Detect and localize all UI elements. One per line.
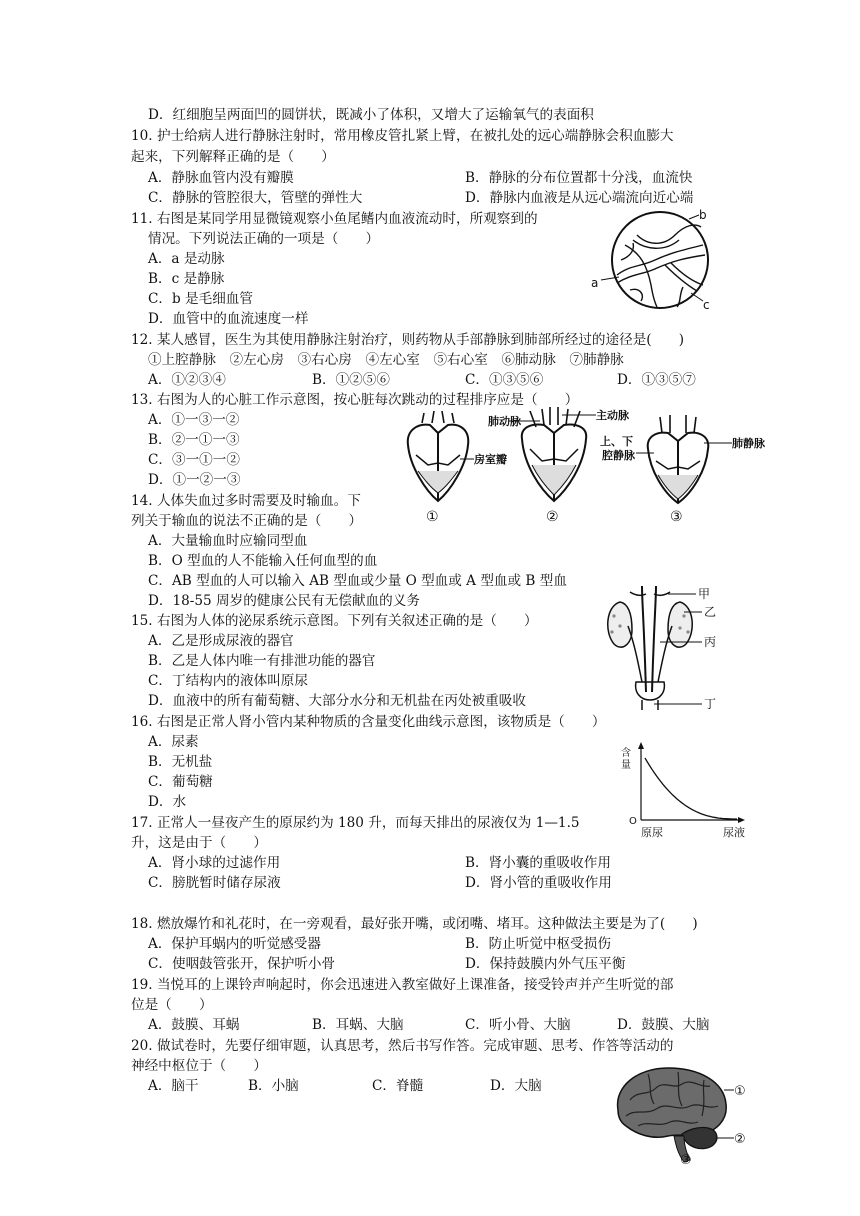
q13-option-b: B．②一①一③: [148, 432, 240, 448]
q11-stem-line2: 情况。下列说法正确的一项是（ ）: [148, 231, 380, 247]
q17-option-b: B．肾小囊的重吸收作用: [465, 855, 611, 871]
q17-stem-line1: 17. 正常人一昼夜产生的原尿约为 180 升，而每天排出的尿液仅为 1—1.5: [131, 815, 580, 831]
heart-number-1: ①: [426, 509, 439, 525]
substance-content-curve-chart: [615, 740, 755, 840]
chart-x-start-label: 原尿: [641, 826, 663, 839]
q10-stem-line2: 起来，下列解释正确的是（ ）: [131, 149, 335, 165]
q14-option-a: A．大量输血时应输同型血: [148, 533, 308, 549]
q12-stem: 12. 某人感冒，医生为其使用静脉注射治疗，则药物从手部静脉到肺部所经过的途径是( ): [131, 332, 685, 348]
brain-figure: [608, 1060, 758, 1170]
q19-option-c: C．听小骨、大脑: [465, 1017, 571, 1033]
q11-option-a: A．a 是动脉: [148, 251, 225, 267]
q14-stem-line2: 列关于输血的说法不正确的是（ ）: [131, 513, 363, 529]
heart-stage-1: [408, 411, 468, 501]
brain-cerebellum: [682, 1127, 717, 1148]
q17-stem-line2: 升，这是由于（ ）: [131, 835, 267, 851]
q13-option-c: C．③一①一②: [148, 452, 240, 468]
heart-number-3: ③: [670, 509, 683, 525]
chart-ylabel-2: 量: [621, 760, 631, 771]
q15-option-a: A．乙是形成尿液的器官: [148, 633, 294, 649]
q10-option-d: D．静脉内血液是从远心端流向近心端: [465, 190, 694, 206]
q10-option-b: B．静脉的分布位置都十分浅，血流快: [465, 170, 693, 186]
fish-label-c: c: [703, 298, 710, 312]
brain-cerebrum: [618, 1068, 727, 1137]
q11-option-d: D．血管中的血流速度一样: [148, 311, 309, 327]
urinary-label-ding: 丁: [704, 697, 717, 711]
q15-option-b: B．乙是人体内唯一有排泄功能的器官: [148, 653, 376, 669]
urinary-label-jia: 甲: [698, 587, 711, 601]
q16-option-a: A．尿素: [148, 734, 199, 750]
q14-option-c: C．AB 型血的人可以输入 AB 型血或少量 O 型血或 A 型血或 B 型血: [148, 573, 567, 589]
heart-label-pulmonary-vein: 肺静脉: [732, 437, 765, 450]
q12-option-d: D．①③⑤⑦: [617, 372, 696, 388]
brain-number-3: ③: [680, 1153, 692, 1168]
q17-option-c: C．膀胱暂时储存尿液: [148, 875, 281, 891]
q14-stem-line1: 14. 人体失血过多时需要及时输血。下: [131, 493, 361, 509]
q12-option-c: C．①③⑤⑥: [465, 372, 544, 388]
q10-stem-line1: 10. 护士给病人进行静脉注射时，常用橡皮管扎紧上臂，在被扎处的远心端静脉会积血膨大: [131, 128, 674, 144]
fish-label-a: a: [591, 276, 599, 290]
q17-option-a: A．肾小球的过滤作用: [148, 855, 281, 871]
chart-ylabel-1: 含: [621, 748, 631, 759]
q18-option-c: C．使咽鼓管张开，保护听小骨: [148, 956, 336, 972]
q16-stem: 16. 右图是正常人肾小管内某种物质的含量变化曲线示意图，该物质是（ ）: [131, 714, 606, 730]
q19-stem-line1: 19. 当悦耳的上课铃声响起时，你会迅速进入教室做好上课准备，接受铃声并产生听觉的部: [131, 977, 674, 993]
q19-option-a: A．鼓膜、耳蜗: [148, 1017, 240, 1033]
q19-option-b: B．耳蜗、大脑: [312, 1017, 404, 1033]
chart-x-end-label: 尿液: [723, 826, 745, 839]
q11-option-b: B．c 是静脉: [148, 271, 225, 287]
q17-option-d: D．肾小管的重吸收作用: [465, 875, 612, 891]
heart-label-venae-cavae-2: 腔静脉: [602, 449, 635, 462]
q11-option-c: C．b 是毛细血管: [148, 291, 253, 307]
urinary-label-bing: 丙: [704, 635, 717, 649]
heart-label-valve: 房室瓣: [474, 453, 507, 466]
heart-stage-3: [648, 415, 709, 503]
heart-label-pulmonary-artery: 肺动脉: [488, 415, 521, 428]
chart-origin-label: O: [629, 816, 637, 827]
q9-option-d: D．红细胞呈两面凹的圆饼状，既减小了体积，又增大了运输氧气的表面积: [148, 107, 594, 123]
q18-stem: 18. 燃放爆竹和礼花时，在一旁观看，最好张开嘴，或闭嘴、堵耳。这种做法主要是为了( ): [131, 916, 698, 932]
q20-option-a: A．脑干: [148, 1078, 199, 1094]
chart-series: [645, 758, 737, 819]
q12-choices: ①上腔静脉 ②左心房 ③右心房 ④左心室 ⑤右心室 ⑥肺动脉 ⑦肺静脉: [148, 352, 624, 368]
q13-option-a: A．①一③一②: [148, 412, 240, 428]
q12-option-b: B．①②⑤⑥: [312, 372, 390, 388]
fish-tail-blood-flow-figure: [585, 205, 725, 315]
q18-option-d: D．保持鼓膜内外气压平衡: [465, 956, 626, 972]
q10-option-a: A．静脉血管内没有瓣膜: [148, 170, 294, 186]
brain-number-2: ②: [734, 1132, 746, 1147]
q18-option-a: A．保护耳蜗内的听觉感受器: [148, 936, 321, 952]
q15-option-c: C．丁结构内的液体叫原尿: [148, 673, 308, 689]
q20-stem-line1: 20. 做试卷时，先要仔细审题，认真思考，然后书写作答。完成审题、思考、作答等活动的: [131, 1038, 674, 1054]
q10-option-c: C．静脉的管腔很大，管壁的弹性大: [148, 190, 363, 206]
q20-stem-line2: 神经中枢位于（ ）: [131, 1058, 267, 1074]
q19-option-d: D．鼓膜、大脑: [617, 1017, 710, 1033]
q13-stem: 13. 右图为人的心脏工作示意图，按心脏每次跳动的过程排序应是（ ）: [131, 392, 579, 408]
q20-option-d: D．大脑: [490, 1078, 542, 1094]
chart-x-arrow: [738, 817, 745, 823]
q14-option-b: B．O 型血的人不能输入任何血型的血: [148, 553, 378, 569]
q12-option-a: A．①②③④: [148, 372, 226, 388]
q16-option-d: D．水: [148, 794, 187, 810]
heart-number-2: ②: [546, 509, 559, 525]
fish-label-b: b: [699, 208, 707, 222]
q15-option-d: D．血液中的所有葡萄糖、大部分水分和无机盐在丙处被重吸收: [148, 693, 526, 709]
chart-y-arrow: [638, 742, 644, 749]
q15-stem: 15. 右图为人体的泌尿系统示意图。下列有关叙述正确的是（ ）: [131, 613, 538, 629]
heart-label-aorta: 主动脉: [596, 409, 629, 422]
heart-label-venae-cavae-1: 上、下: [600, 435, 633, 448]
brain-number-1: ①: [734, 1084, 746, 1099]
q11-stem-line1: 11. 右图是某同学用显微镜观察小鱼尾鳍内血液流动时，所观察到的: [131, 211, 538, 227]
q20-option-b: B．小脑: [248, 1078, 299, 1094]
q18-option-b: B．防止听觉中枢受损伤: [465, 936, 611, 952]
q16-option-c: C．葡萄糖: [148, 774, 213, 790]
q20-option-c: C．脊髓: [372, 1078, 424, 1094]
q19-stem-line2: 位是（ ）: [131, 997, 213, 1013]
heart-cycle-figure: [398, 405, 770, 527]
q16-option-b: B．无机盐: [148, 754, 213, 770]
q14-option-d: D．18-55 周岁的健康公民有无偿献血的义务: [148, 593, 420, 609]
chart-series-line: [645, 758, 737, 819]
urinary-label-yi: 乙: [704, 605, 717, 619]
q13-option-d: D．①一②一③: [148, 472, 241, 488]
urinary-system-figure: [598, 582, 748, 712]
